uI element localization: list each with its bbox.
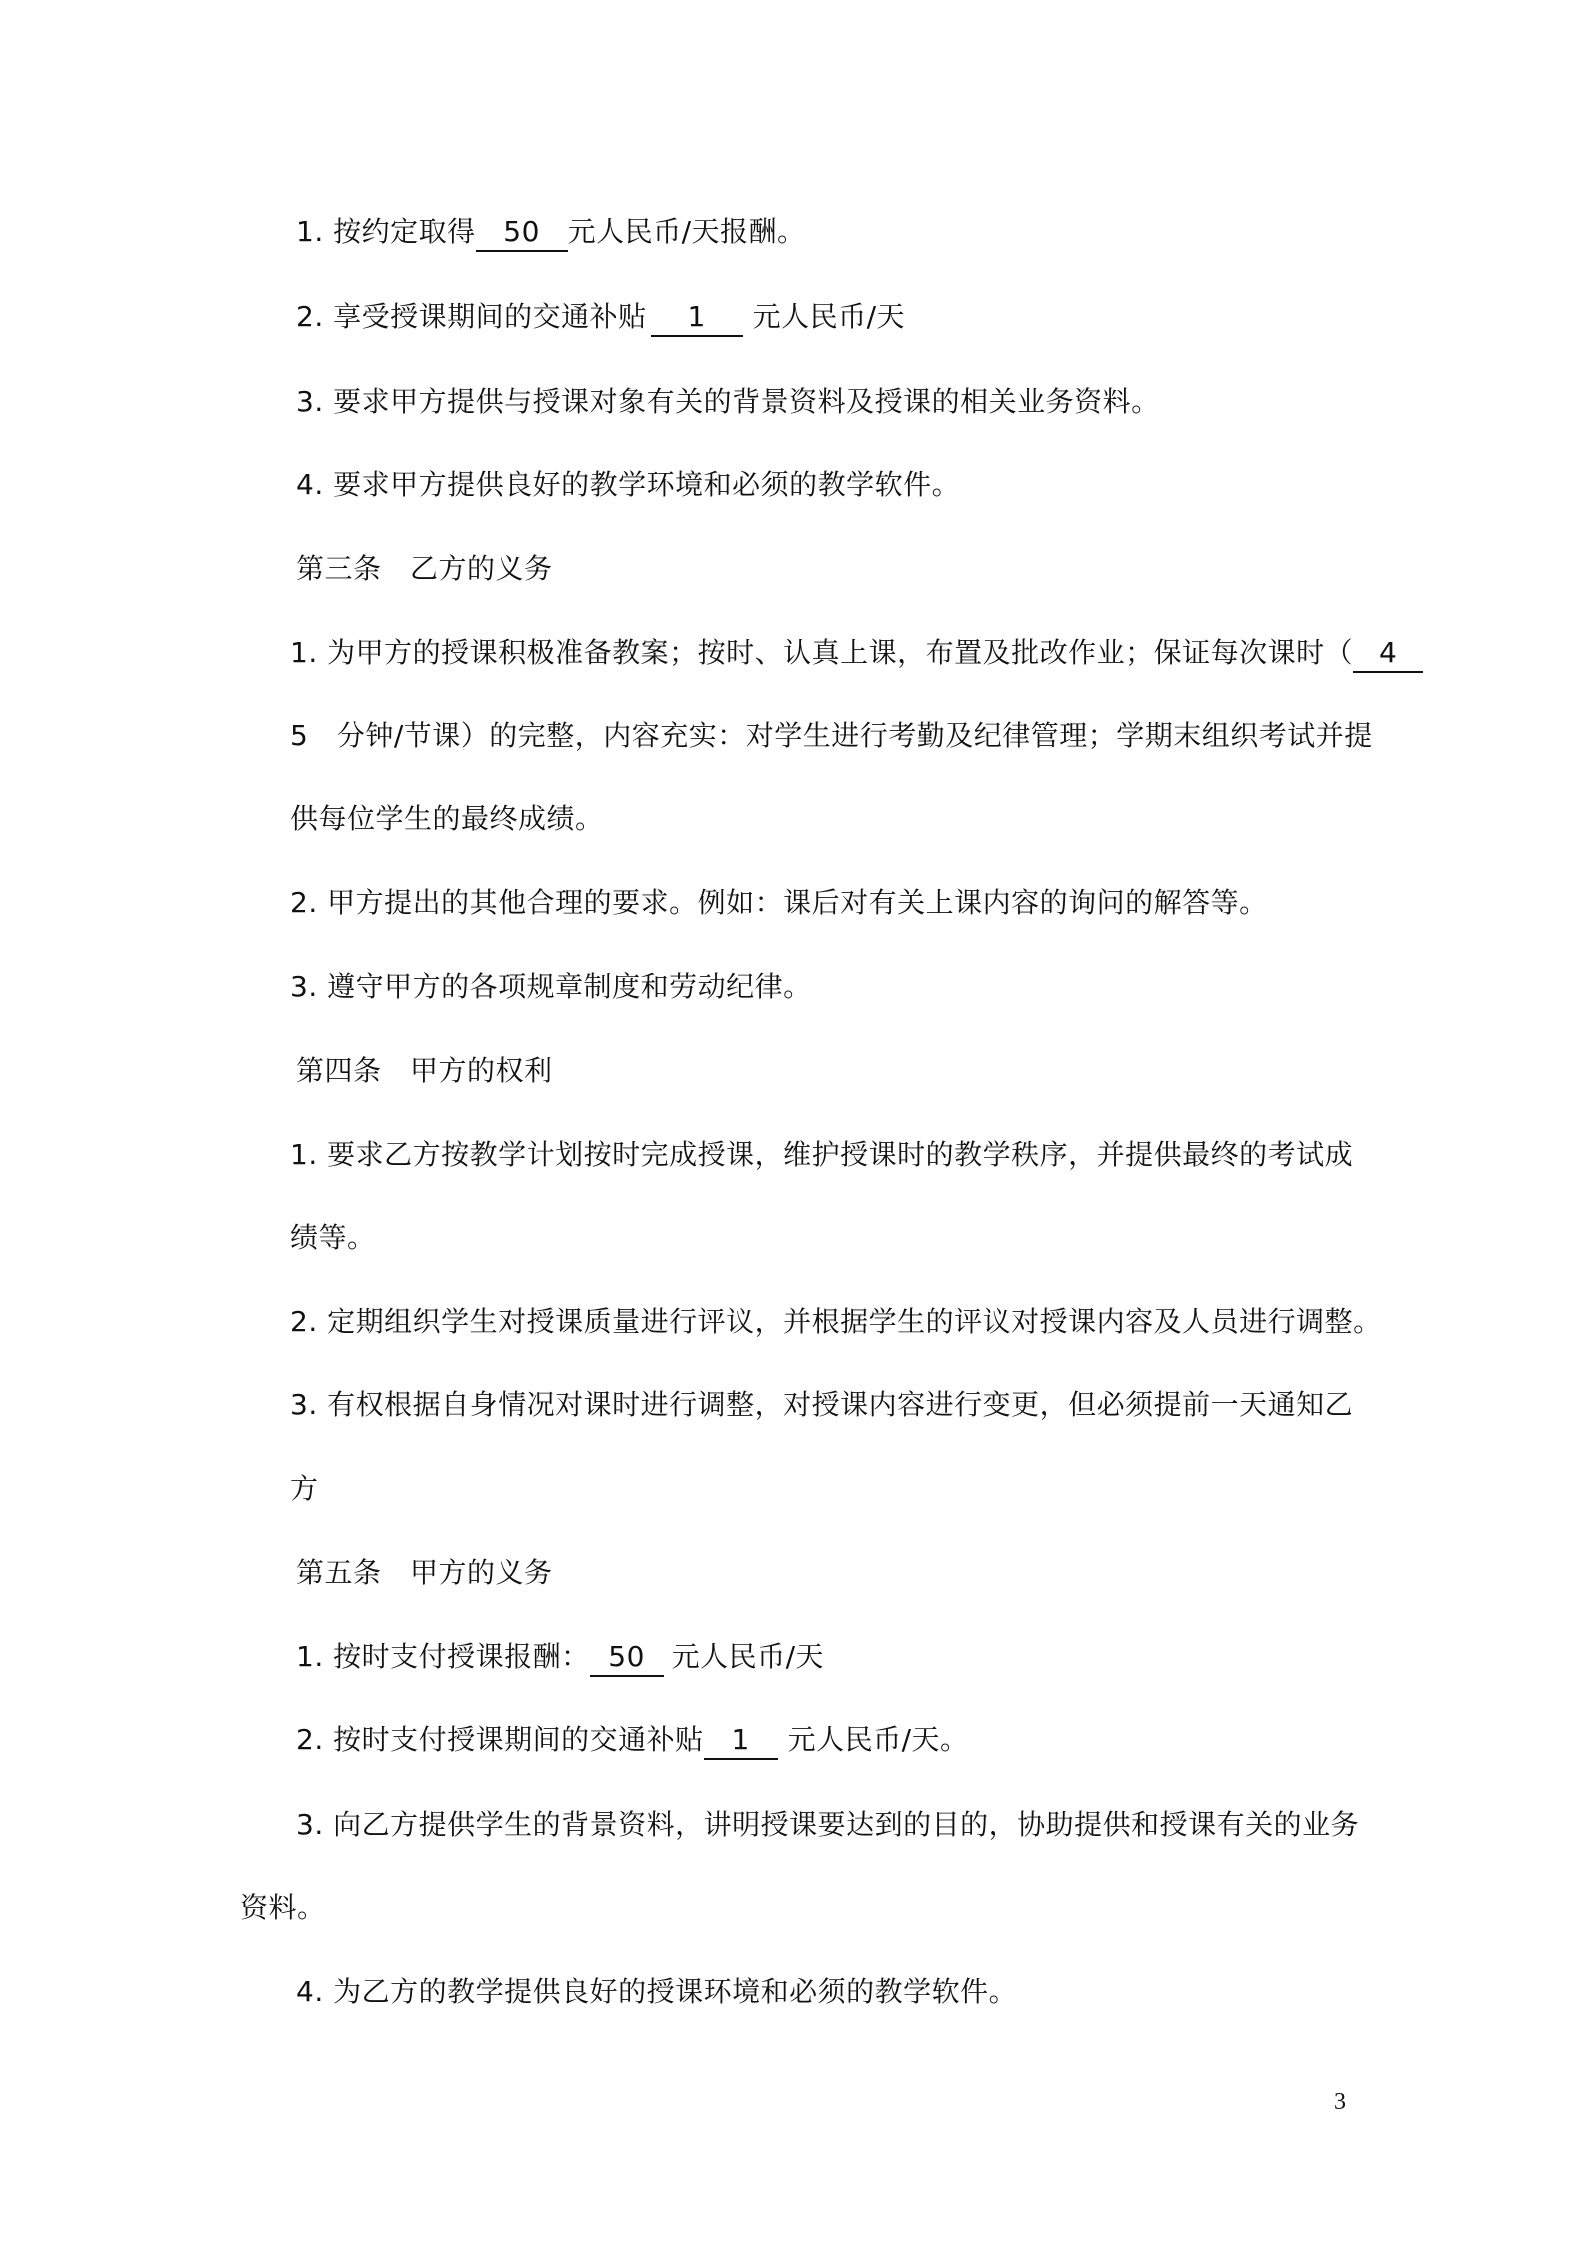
duty-item-3: 3. 向乙方提供学生的背景资料，讲明授课要达到的目的，协助提供和授课有关的业务 (296, 1808, 1360, 1841)
fill-blank: 1 (704, 1722, 778, 1760)
right-item-3: 3. 要求甲方提供与授课对象有关的背景资料及授课的相关业务资料。 (296, 385, 1160, 418)
fill-blank: 1 (651, 299, 743, 337)
obligation-item-1-cont: 5 分钟/节课）的完整，内容充实：对学生进行考勤及纪律管理；学期末组织考试并提 (290, 719, 1373, 752)
obligation-item-2: 2. 甲方提出的其他合理的要求。例如：课后对有关上课内容的询问的解答等。 (290, 886, 1268, 919)
obligation-item-3: 3. 遵守甲方的各项规章制度和劳动纪律。 (290, 970, 812, 1003)
fill-blank: 50 (590, 1639, 664, 1677)
article-heading-3: 第三条 乙方的义务 (296, 552, 553, 585)
duty-item-2 (296, 1720, 969, 1760)
right-item-2 (296, 297, 905, 337)
text: 元人民币/天 (671, 1640, 825, 1673)
article-heading-4: 第四条 甲方的权利 (296, 1054, 553, 1087)
right-item-4: 4. 要求甲方提供良好的教学环境和必须的教学软件。 (296, 468, 961, 501)
page-number: 3 (1334, 2089, 1346, 2115)
duty-item-3-cont: 资料。 (240, 1891, 326, 1924)
right-a-item-3: 3. 有权根据自身情况对课时进行调整，对授课内容进行变更，但必须提前一天通知乙 (290, 1388, 1354, 1421)
text: 元人民币/天 (752, 300, 906, 333)
text: 1. 按时支付授课报酬： (296, 1640, 590, 1673)
text: 1. 按约定取得 (296, 215, 476, 248)
text: 1. 为甲方的授课积极准备教案；按时、认真上课，布置及批改作业；保证每次课时（ (290, 636, 1354, 669)
right-a-item-1-cont: 绩等。 (290, 1221, 376, 1254)
text: 2. 按时支付授课期间的交通补贴 (296, 1723, 704, 1756)
obligation-item-1 (290, 633, 1423, 673)
fill-blank: 50 (476, 214, 568, 252)
text: 元人民币/天。 (787, 1723, 969, 1756)
fill-blank: 4 (1353, 635, 1423, 673)
duty-item-1 (296, 1637, 824, 1677)
right-a-item-3-cont: 方 (290, 1472, 319, 1505)
right-item-1 (296, 212, 806, 252)
text: 元人民币/天报酬。 (567, 215, 806, 248)
right-a-item-1: 1. 要求乙方按教学计划按时完成授课，维护授课时的教学秩序，并提供最终的考试成 (290, 1138, 1354, 1171)
article-heading-5: 第五条 甲方的义务 (296, 1556, 553, 1589)
text: 2. 享受授课期间的交通补贴 (296, 300, 647, 333)
right-a-item-2: 2. 定期组织学生对授课质量进行评议，并根据学生的评议对授课内容及人员进行调整。 (290, 1305, 1382, 1338)
obligation-item-1-cont2: 供每位学生的最终成绩。 (290, 802, 604, 835)
duty-item-4: 4. 为乙方的教学提供良好的授课环境和必须的教学软件。 (296, 1975, 1018, 2008)
